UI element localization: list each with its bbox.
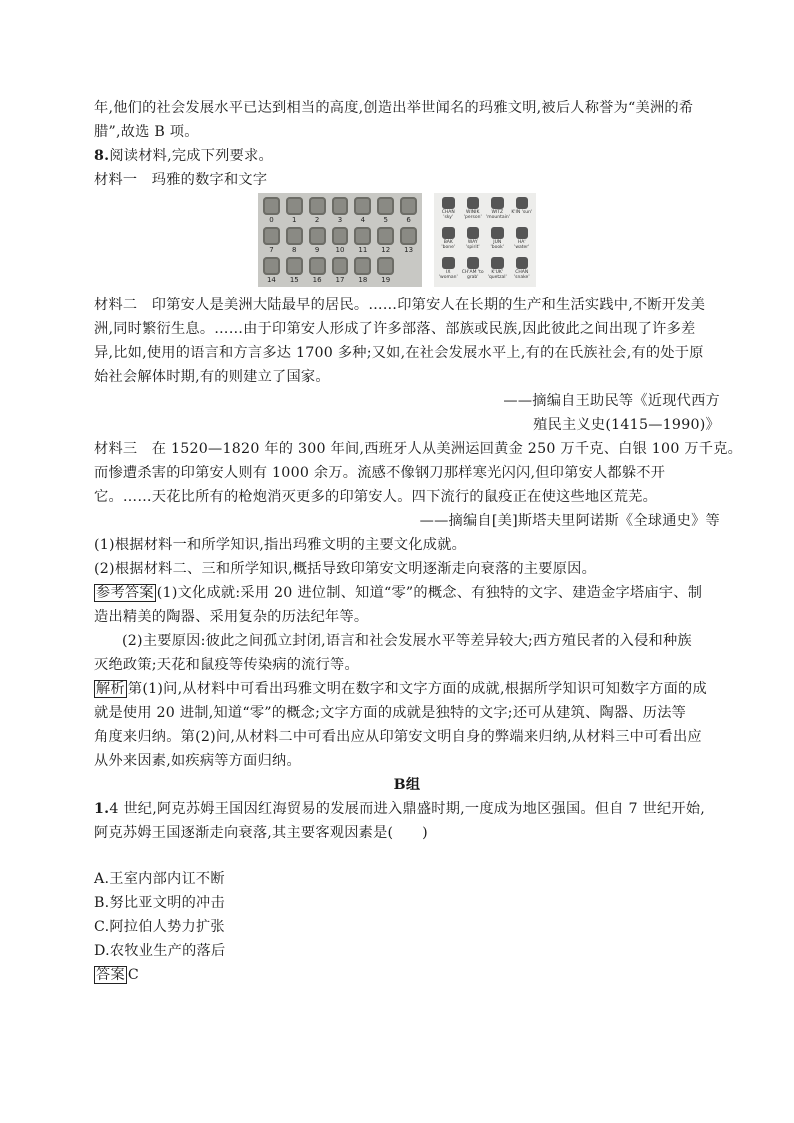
answer [94,964,720,986]
maya-numeral [398,196,419,224]
numeral-label: 7 [269,246,274,254]
maya-word-glyph [437,256,460,284]
maya-numeral [398,226,419,254]
word-glyph-icon [467,197,480,209]
source-citation: ——摘编自[美]斯塔夫里阿诺斯《全球通史》等 [419,513,720,529]
numeral-glyph-icon [332,227,349,245]
numeral-grid [261,196,419,284]
question-text: 阿克苏姆王国逐渐走向衰落,其主要客观因素是( ) [94,825,428,841]
maya-numeral [352,196,373,224]
numeral-label: 6 [406,216,411,224]
maya-numeral [307,226,328,254]
source-citation: 殖民主义史(1415—1990)》 [533,417,720,433]
maya-numeral [375,226,396,254]
glyph-grid [437,196,533,284]
material-3-line: 而惨遭杀害的印第安人则有 1000 余万。流感不像钢刀那样寒光闪闪,但印第安人都躲不开 [94,465,666,481]
word-glyph-icon [467,257,480,269]
explanation-text: 从外来因素,如疾病等方面归纳。 [94,753,301,769]
option-b: B.努比亚文明的冲击 [94,895,225,911]
numeral-label: 14 [266,276,276,284]
explanation-tag: 解析 [96,681,125,697]
word-glyph-icon [516,197,529,209]
maya-glyphs-image [434,193,536,287]
numeral-label: 12 [381,246,391,254]
material-3-line: 它。……天花比所有的枪炮消灭更多的印第安人。四下流行的鼠疫正在使这些地区荒芜。 [94,489,658,505]
word-glyph-label: JUN 'book' [490,240,504,250]
question-text: 4 世纪,阿克苏姆王国因红海贸易的发展而进入鼎盛时期,一度成为地区强国。但自 7 世纪开始, [109,801,706,817]
maya-numeral [352,256,373,284]
maya-numerals-image [258,193,422,287]
word-glyph-icon [442,197,455,209]
maya-numeral [307,256,328,284]
maya-word-glyph [462,256,485,284]
word-glyph-icon [442,257,455,269]
maya-numeral [330,196,351,224]
numeral-glyph-icon [354,227,371,245]
question-part-2: (2)根据材料二、三和所学知识,概括导致印第安文明逐渐走向衰落的主要原因。 [94,561,597,577]
maya-numeral [307,196,328,224]
numeral-label: 1 [292,216,297,224]
numeral-glyph-icon [377,227,394,245]
numeral-glyph-icon [377,197,394,215]
maya-numeral [261,226,282,254]
numeral-glyph-icon [332,197,349,215]
word-glyph-icon [516,257,529,269]
word-glyph-icon [442,227,455,239]
answer-text: 造出精美的陶器、采用复杂的历法纪年等。 [94,609,369,625]
numeral-label: 0 [269,216,274,224]
word-glyph-icon [491,197,504,209]
numeral-label: 4 [360,216,366,224]
word-glyph-label: BAK 'bone' [441,240,456,250]
question-b1 [94,798,720,820]
answer-tag: 答案 [96,967,125,983]
numeral-glyph-icon [309,257,326,275]
numeral-glyph-icon [263,227,280,245]
text-line: 年,他们的社会发展水平已达到相当的高度,创造出举世闻名的玛雅文明,被后人称誉为“美洲的希 [94,100,694,116]
word-glyph-label: WITZ 'mountain' [486,210,510,220]
word-glyph-label: K'UK' 'quetzal' [487,270,507,280]
maya-numeral [330,256,351,284]
option-c: C.阿拉伯人势力扩张 [94,919,225,935]
explanation-text: 第(1)问,从材料中可看出玛雅文明在数字和文字方面的成就,根据所学知识可知数字方面的成 [127,681,707,697]
numeral-glyph-icon [332,257,349,275]
numeral-label: 3 [337,216,343,224]
numeral-label: 18 [358,276,368,284]
maya-word-glyph [462,226,485,254]
maya-word-glyph [437,196,460,224]
numeral-label: 11 [358,246,368,254]
word-glyph-label: HA' 'water' [514,240,530,250]
numeral-label: 19 [381,276,391,284]
word-glyph-label: CHAN 'snake' [513,270,530,280]
source-citation: ——摘编自王助民等《近现代西方 [503,393,720,409]
question-number: 1. [94,801,110,817]
question-text: 阅读材料,完成下列要求。 [109,148,273,164]
maya-word-glyph [462,196,485,224]
numeral-label: 16 [312,276,322,284]
numeral-label: 15 [289,276,299,284]
maya-word-glyph [511,196,534,224]
maya-numeral [375,256,396,284]
text-line: 腊”,故选 B 项。 [94,124,199,140]
reference-answer-tag: 参考答案 [96,585,154,601]
word-glyph-label: WINIK 'person' [463,210,482,220]
numeral-label: 9 [314,246,320,254]
material-2-line: 洲,同时繁衍生息。……由于印第安人形成了许多部落、部族或民族,因此彼此之间出现了许多差 [94,321,696,337]
word-glyph-label: CHAN 'sky' [441,210,455,220]
explanation-text: 就是使用 20 进制,知道“零”的概念;文字方面的成就是独特的文字;还可从建筑、陶器、历法等 [94,705,687,721]
material-1-title: 材料一 玛雅的数字和文字 [94,172,268,188]
question-part-1: (1)根据材料一和所学知识,指出玛雅文明的主要文化成就。 [94,537,467,553]
numeral-glyph-icon [263,197,280,215]
explanation-text: 角度来归纳。第(2)问,从材料二中可看出应从印第安文明自身的弊端来归纳,从材料三中可看出应 [94,729,702,745]
answer-text: (2)主要原因:彼此之间孤立封闭,语言和社会发展水平等差异较大;西方殖民者的入侵和种族 [122,633,692,649]
option-a: A.王室内部内讧不断 [94,871,225,887]
numeral-glyph-icon [286,257,303,275]
answer-text: (1)文化成就:采用 20 进位制、知道“零”的概念、有独特的文字、建造金字塔庙宇、制 [156,585,703,601]
question-number: 8. [94,148,110,164]
maya-numeral [284,256,305,284]
numeral-label: 10 [335,246,345,254]
maya-word-glyph [486,196,509,224]
word-glyph-label: K'IN 'sun' [511,210,533,215]
word-glyph-label: CH'AM 'to grab' [461,270,484,280]
numeral-glyph-icon [309,197,326,215]
numeral-glyph-icon [286,227,303,245]
reference-answer [94,582,720,604]
maya-word-glyph [486,256,509,284]
word-glyph-icon [491,227,504,239]
numeral-glyph-icon [263,257,280,275]
maya-word-glyph [486,226,509,254]
maya-numeral [284,196,305,224]
maya-numeral [261,256,282,284]
material-3-line: 材料三 在 1520—1820 年的 300 年间,西班牙人从美洲运回黄金 250 万千克、白银 100 万千克。 [94,441,743,457]
explanation [94,678,720,700]
option-d: D.农牧业生产的落后 [94,943,226,959]
maya-numeral [261,196,282,224]
numeral-glyph-icon [400,197,417,215]
maya-numeral [375,196,396,224]
numeral-label: 5 [383,216,388,224]
numeral-glyph-icon [400,227,417,245]
word-glyph-icon [491,257,504,269]
maya-word-glyph [437,226,460,254]
numeral-glyph-icon [286,197,303,215]
answer-text: 灭绝政策;天花和鼠疫等传染病的流行等。 [94,657,359,673]
group-heading: B组 [393,777,421,793]
word-glyph-label: IX 'woman' [438,270,458,280]
word-glyph-icon [516,227,529,239]
maya-numeral [284,226,305,254]
maya-word-glyph [511,256,534,284]
maya-numeral [352,226,373,254]
numeral-label: 8 [292,246,297,254]
maya-numeral [330,226,351,254]
word-glyph-label: WAY 'spirit' [465,240,480,250]
numeral-label: 17 [335,276,345,284]
material-2-line: 异,比如,使用的语言和方言多达 1700 多种;又如,在社会发展水平上,有的在氏族社会,有的处于原 [94,345,704,361]
numeral-glyph-icon [354,257,371,275]
numeral-glyph-icon [354,197,371,215]
answer-value: C [127,967,139,983]
numeral-glyph-icon [309,227,326,245]
material-2-line: 始社会解体时期,有的则建立了国家。 [94,369,330,385]
material-2-line: 材料二 印第安人是美洲大陆最早的居民。……印第安人在长期的生产和生活实践中,不断开发美 [94,297,706,313]
numeral-label: 2 [314,216,320,224]
question-8 [94,145,720,167]
maya-word-glyph [511,226,534,254]
numeral-label: 13 [404,246,414,254]
word-glyph-icon [467,227,480,239]
numeral-glyph-icon [377,257,394,275]
